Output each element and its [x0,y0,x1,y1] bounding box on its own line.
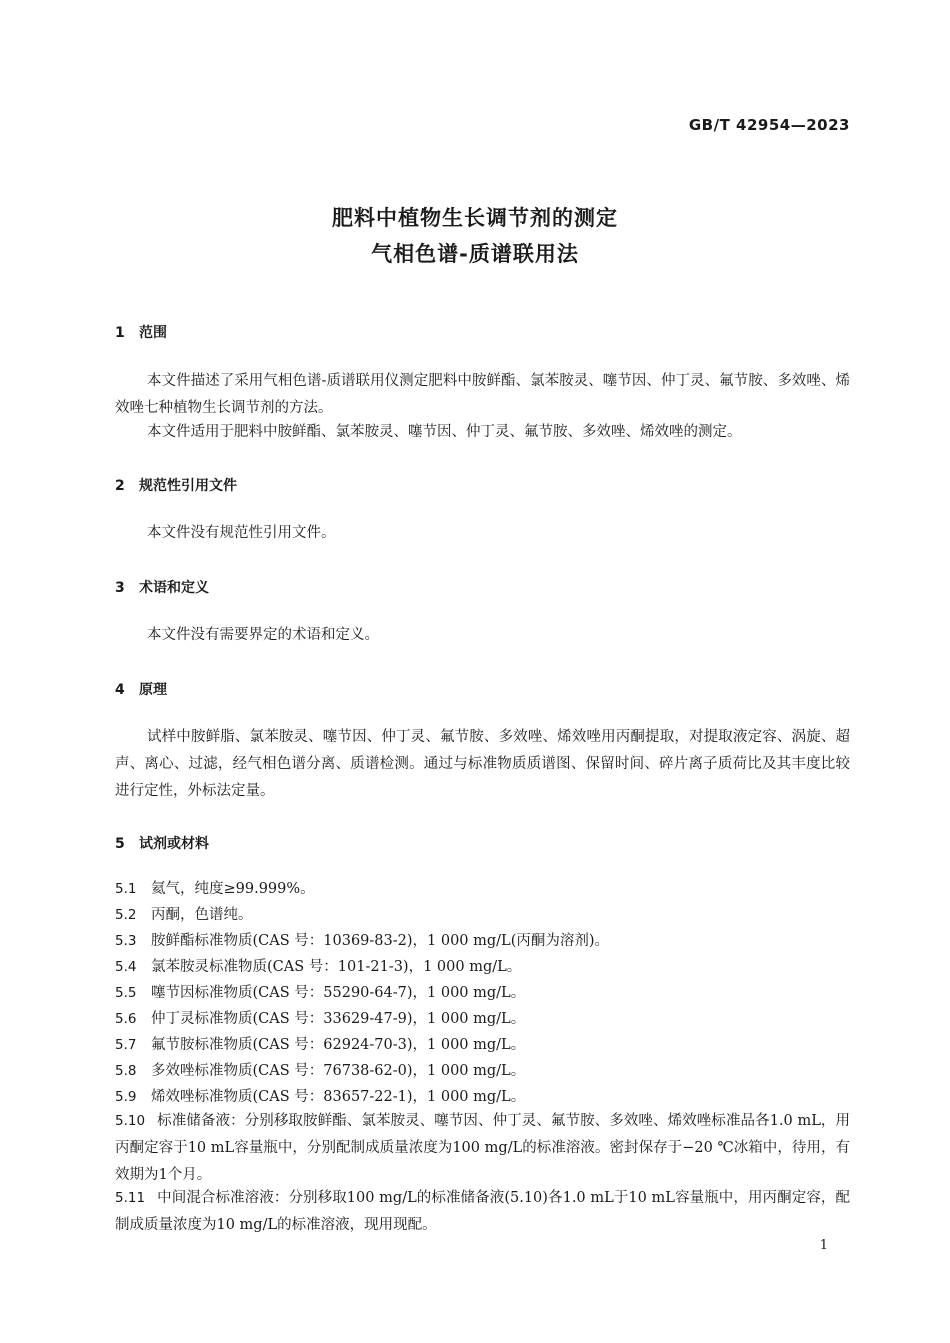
section-title: 规范性引用文件 [139,478,237,494]
clause-number: 5.7 [115,1037,137,1053]
clause-text: 氯苯胺灵标准物质(CAS 号：101-21-3)，1 000 mg/L。 [151,959,522,975]
clause-number: 5.11 [115,1190,146,1206]
section-number: 5 [115,836,125,852]
section-4-paragraph-1: 试样中胺鲜脂、氯苯胺灵、噻节因、仲丁灵、氟节胺、多效唑、烯效唑用丙酮提取，对提取液定容、涡旋、超声、离心、过滤，经气相色谱分离、质谱检测。通过与标准物质质谱图、保留时间、碎片离子质荷比及其丰度比较进行定性，外标法定量。 [115,729,850,799]
standard-code: GB/T 42954—2023 [688,116,850,134]
section-number: 3 [115,580,125,596]
clause-5-3 [115,928,850,954]
clause-number: 5.1 [115,881,137,897]
clause-text: 氦气，纯度≥99.999%。 [151,881,315,897]
clause-5-5 [115,980,850,1006]
section-3-paragraph-1: 本文件没有需要界定的术语和定义。 [147,627,379,643]
clause-text: 噻节因标准物质(CAS 号：55290-64-7)，1 000 mg/L。 [151,985,526,1001]
section-heading-4 [115,679,167,699]
section-number: 1 [115,325,125,341]
section-title: 范围 [139,325,167,341]
clause-number: 5.9 [115,1089,137,1105]
clause-number: 5.4 [115,959,137,975]
clause-number: 5.2 [115,907,137,923]
clause-5-9 [115,1084,850,1110]
section-heading-2 [115,475,237,495]
clause-text: 仲丁灵标准物质(CAS 号：33629-47-9)，1 000 mg/L。 [151,1011,526,1027]
section-1-paragraph-1: 本文件描述了采用气相色谱-质谱联用仪测定肥料中胺鲜酯、氯苯胺灵、噻节因、仲丁灵、氟节胺、多效唑、烯效唑七种植物生长调节剂的方法。 [115,373,850,416]
clause-number: 5.8 [115,1063,137,1079]
clause-5-7 [115,1032,850,1058]
clause-5-1 [115,876,850,902]
clause-text: 胺鲜酯标准物质(CAS 号：10369-83-2)，1 000 mg/L(丙酮为溶剂)。 [151,933,610,949]
clause-text: 中间混合标准溶液：分别移取100 mg/L的标准储备液(5.10)各1.0 mL于10 mL容量瓶中，用丙酮定容，配制成质量浓度为10 mg/L的标准溶液，现用现配。 [115,1190,850,1233]
document-title-line1: 肥料中植物生长调节剂的测定 [332,206,618,230]
clause-text: 丙酮，色谱纯。 [151,907,253,923]
section-title: 试剂或材料 [139,836,209,852]
clause-5-11 [115,1185,850,1239]
clause-text: 烯效唑标准物质(CAS 号：83657-22-1)，1 000 mg/L。 [151,1089,526,1105]
clause-5-4 [115,954,850,980]
clause-text: 标准储备液：分别移取胺鲜酯、氯苯胺灵、噻节因、仲丁灵、氟节胺、多效唑、烯效唑标准品各1.0 mL，用丙酮定容于10 mL容量瓶中，分别配制成质量浓度为100 mg/L的标准溶液。密封保存于−20 ℃冰箱中，待用，有效期为1个月。 [115,1113,850,1183]
section-number: 2 [115,478,125,494]
section-1-paragraph-2: 本文件适用于肥料中胺鲜酯、氯苯胺灵、噻节因、仲丁灵、氟节胺、多效唑、烯效唑的测定。 [147,424,742,440]
clause-number: 5.10 [115,1113,146,1129]
clause-5-6 [115,1006,850,1032]
clause-5-10 [115,1108,850,1189]
clause-number: 5.6 [115,1011,137,1027]
section-number: 4 [115,682,125,698]
clause-text: 氟节胺标准物质(CAS 号：62924-70-3)，1 000 mg/L。 [151,1037,526,1053]
document-title-line2: 气相色谱-质谱联用法 [371,242,579,266]
section-2-paragraph-1: 本文件没有规范性引用文件。 [147,525,336,541]
section-heading-1 [115,322,167,342]
section-heading-5 [115,833,209,853]
clause-5-2 [115,902,850,928]
clause-text: 多效唑标准物质(CAS 号：76738-62-0)，1 000 mg/L。 [151,1063,526,1079]
page-number: 1 [819,1238,828,1253]
clause-number: 5.3 [115,933,137,949]
section-title: 原理 [139,682,167,698]
clause-number: 5.5 [115,985,137,1001]
section-heading-3 [115,577,209,597]
section-title: 术语和定义 [139,580,209,596]
clause-5-8 [115,1058,850,1084]
